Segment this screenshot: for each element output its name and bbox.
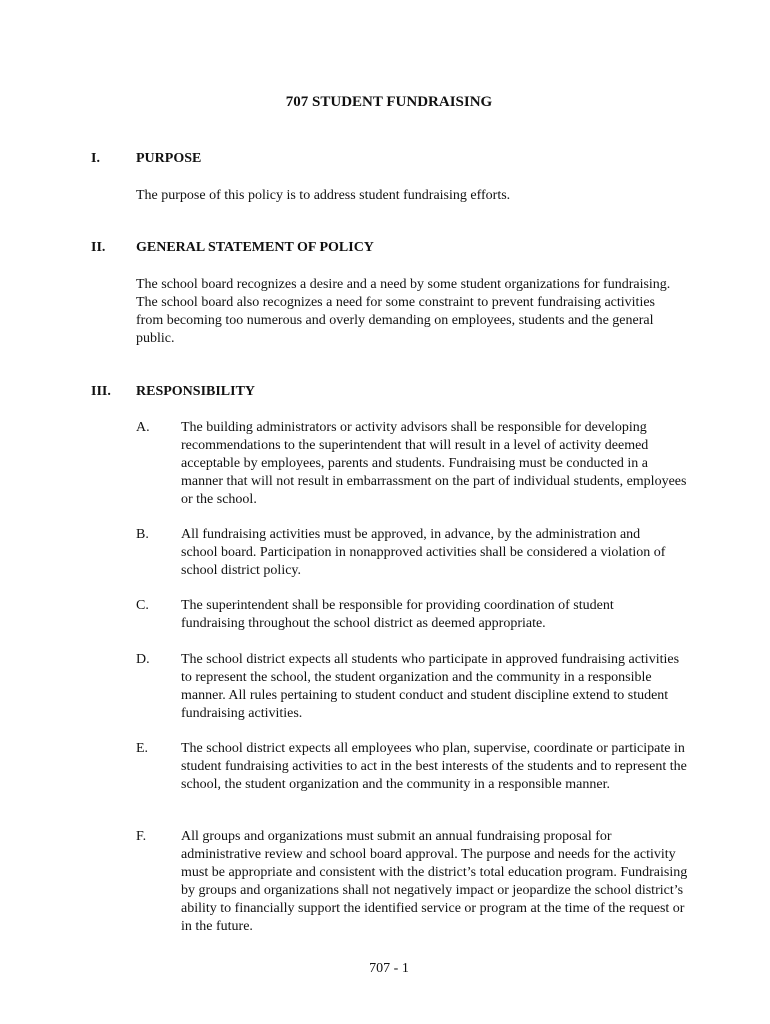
section-heading-purpose: PURPOSE: [136, 151, 202, 166]
list-item-text: The superintendent shall be responsible for providing coordination of student fundraising throughout the school district as deemed appropriate.: [181, 598, 614, 631]
list-item-text: The building administrators or activity advisors shall be responsible for developing recommendations to the superintendent that will result in a level of activity deemed acceptable by employees, parents and students. Fundraising must be conducted in a manner that will not result in embarrassment on the part of individual students, employees or the school.: [181, 420, 687, 507]
list-item-text: The school district expects all employees who plan, supervise, coordinate or participate in student fundraising activities to act in the best interests of the students and to represent the school, the student organization and the community in a responsible manner.: [181, 741, 687, 792]
section-paragraph-purpose: The purpose of this policy is to address student fundraising efforts.: [136, 188, 511, 203]
section-number-3: III.: [91, 384, 111, 399]
list-item-letter: A.: [136, 420, 150, 435]
section-number-1: I.: [91, 151, 100, 166]
section-heading-responsibility: RESPONSIBILITY: [136, 384, 256, 399]
list-item-text: All fundraising activities must be approved, in advance, by the administration and school board. Participation in nonapproved activities shall be considered a violation of school district policy.: [181, 527, 666, 578]
list-item-letter: D.: [136, 652, 150, 667]
list-item-text: The school district expects all students who participate in approved fundraising activities to represent the school, the student organization and the community in a responsible manner. All rules pertaining to student conduct and student discipline extend to student fundraising activities.: [181, 652, 680, 721]
list-item-letter: F.: [136, 829, 147, 844]
section-number-2: II.: [91, 240, 106, 255]
section-heading-general-statement: GENERAL STATEMENT OF POLICY: [136, 240, 374, 255]
section-paragraph-general-statement: The school board recognizes a desire and a need by some student organizations for fundraising. The school board also recognizes a need for some constraint to prevent fundraising activities from becoming too numerous and overly demanding on employees, students and the general public.: [136, 277, 671, 346]
list-item-letter: C.: [136, 598, 149, 613]
page-title: 707 STUDENT FUNDRAISING: [285, 94, 493, 110]
list-item-letter: B.: [136, 527, 149, 542]
page-number: 707 - 1: [369, 961, 409, 976]
list-item-text: All groups and organizations must submit an annual fundraising proposal for administrative review and school board approval. The purpose and needs for the activity must be appropriate and consistent with the district’s total education program. Fundraising by groups and organizations shall not negatively impact or jeopardize the school district’s ability to financially support the identified service or program at the time of the request or in the future.: [181, 829, 688, 934]
list-item-letter: E.: [136, 741, 149, 756]
